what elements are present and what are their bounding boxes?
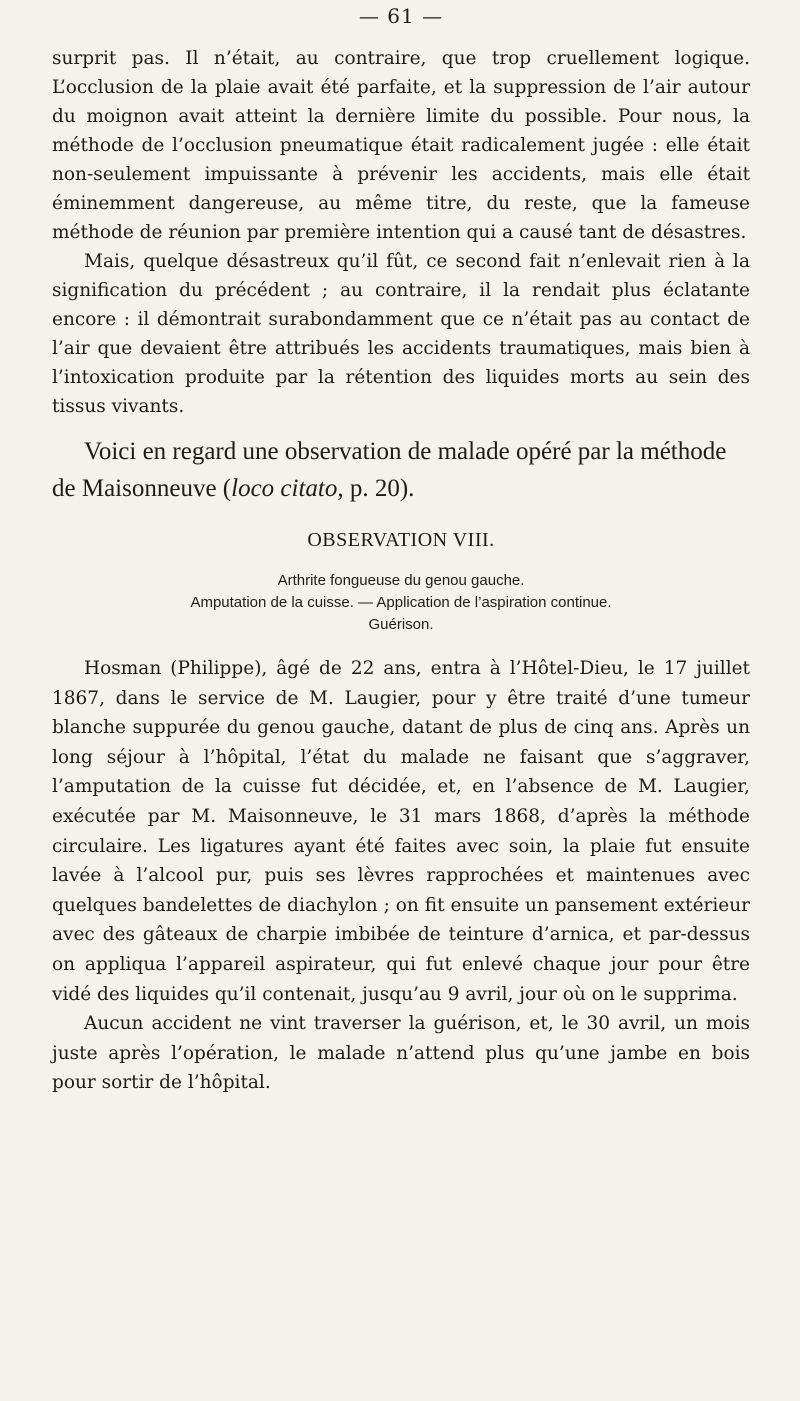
paragraph: surprit pas. Il n’était, au contraire, que trop cruellement logique. L’occlusion de la plaie avait été parfaite, et la suppression de l’air autour du moignon avait atteint la dernière limite du possible. Pour nous, la méthode de l’occlusion pneumatique était radicalement jugée : elle était non-seulement impuissante à prévenir les accidents, mais elle était éminemment dangereuse, au même titre, du reste, que la fameuse méthode de réunion par première intention qui a causé tant de désastres. bbox=[52, 48, 750, 243]
observation-subtitle bbox=[52, 570, 750, 636]
page-number: — 61 — bbox=[358, 4, 444, 28]
intro-citation: loco citato, bbox=[231, 475, 344, 502]
subtitle-line: Arthrite fongueuse du genou gauche. bbox=[277, 572, 525, 589]
observation-intro-heading bbox=[52, 433, 750, 507]
paragraph: Aucun accident ne vint traverser la guérison, et, le 30 avril, un mois juste après l’opération, le malade n’attend plus qu’une jambe en bois pour sortir de l’hôpital. bbox=[52, 1013, 750, 1094]
intro-text: Voici en regard une observation de malade opéré par la méthode de Maisonneuve ( bbox=[52, 438, 727, 502]
observation-title: OBSERVATION VIII. bbox=[307, 529, 495, 551]
subtitle-line: Amputation de la cuisse. — Application de l’aspiration continue. bbox=[190, 594, 612, 611]
text-block-top bbox=[52, 44, 750, 421]
intro-page-ref: p. 20). bbox=[343, 475, 415, 502]
subtitle-line: Guérison. bbox=[368, 616, 434, 633]
text-block-bottom bbox=[52, 654, 750, 1098]
paragraph: Hosman (Philippe), âgé de 22 ans, entra à l’Hôtel-Dieu, le 17 juillet 1867, dans le service de M. Laugier, pour y être traité d’une tumeur blanche suppurée du genou gauche, datant de plus de cinq ans. Après un long séjour à l’hôpital, l’état du malade ne faisant que s’aggraver, l’amputation de la cuisse fut décidée, et, en l’absence de M. Laugier, exécutée par M. Maisonneuve, le 31 mars 1868, d’après la méthode circulaire. Les ligatures ayant été faites avec soin, la plaie fut ensuite lavée à l’alcool pur, puis ses lèvres rapprochées et maintenues avec quelques bandelettes de diachylon ; on fit ensuite un pansement extérieur avec des gâteaux de charpie imbibée de teinture d’arnica, et par-dessus on appliqua l’appareil aspirateur, qui fut enlevé chaque jour pour être vidé des liquides qu’il contenait, jusqu’au 9 avril, jour où on le supprima. bbox=[52, 658, 750, 1005]
paragraph: Mais, quelque désastreux qu’il fût, ce second fait n’enlevait rien à la signification du précédent ; au contraire, il la rendait plus éclatante encore : il démontrait surabondamment que ce n’était pas au contact de l’air que devaient être attribués les accidents traumatiques, mais bien à l’intoxication produite par la rétention des liquides morts au sein des tissus vivants. bbox=[52, 251, 750, 417]
